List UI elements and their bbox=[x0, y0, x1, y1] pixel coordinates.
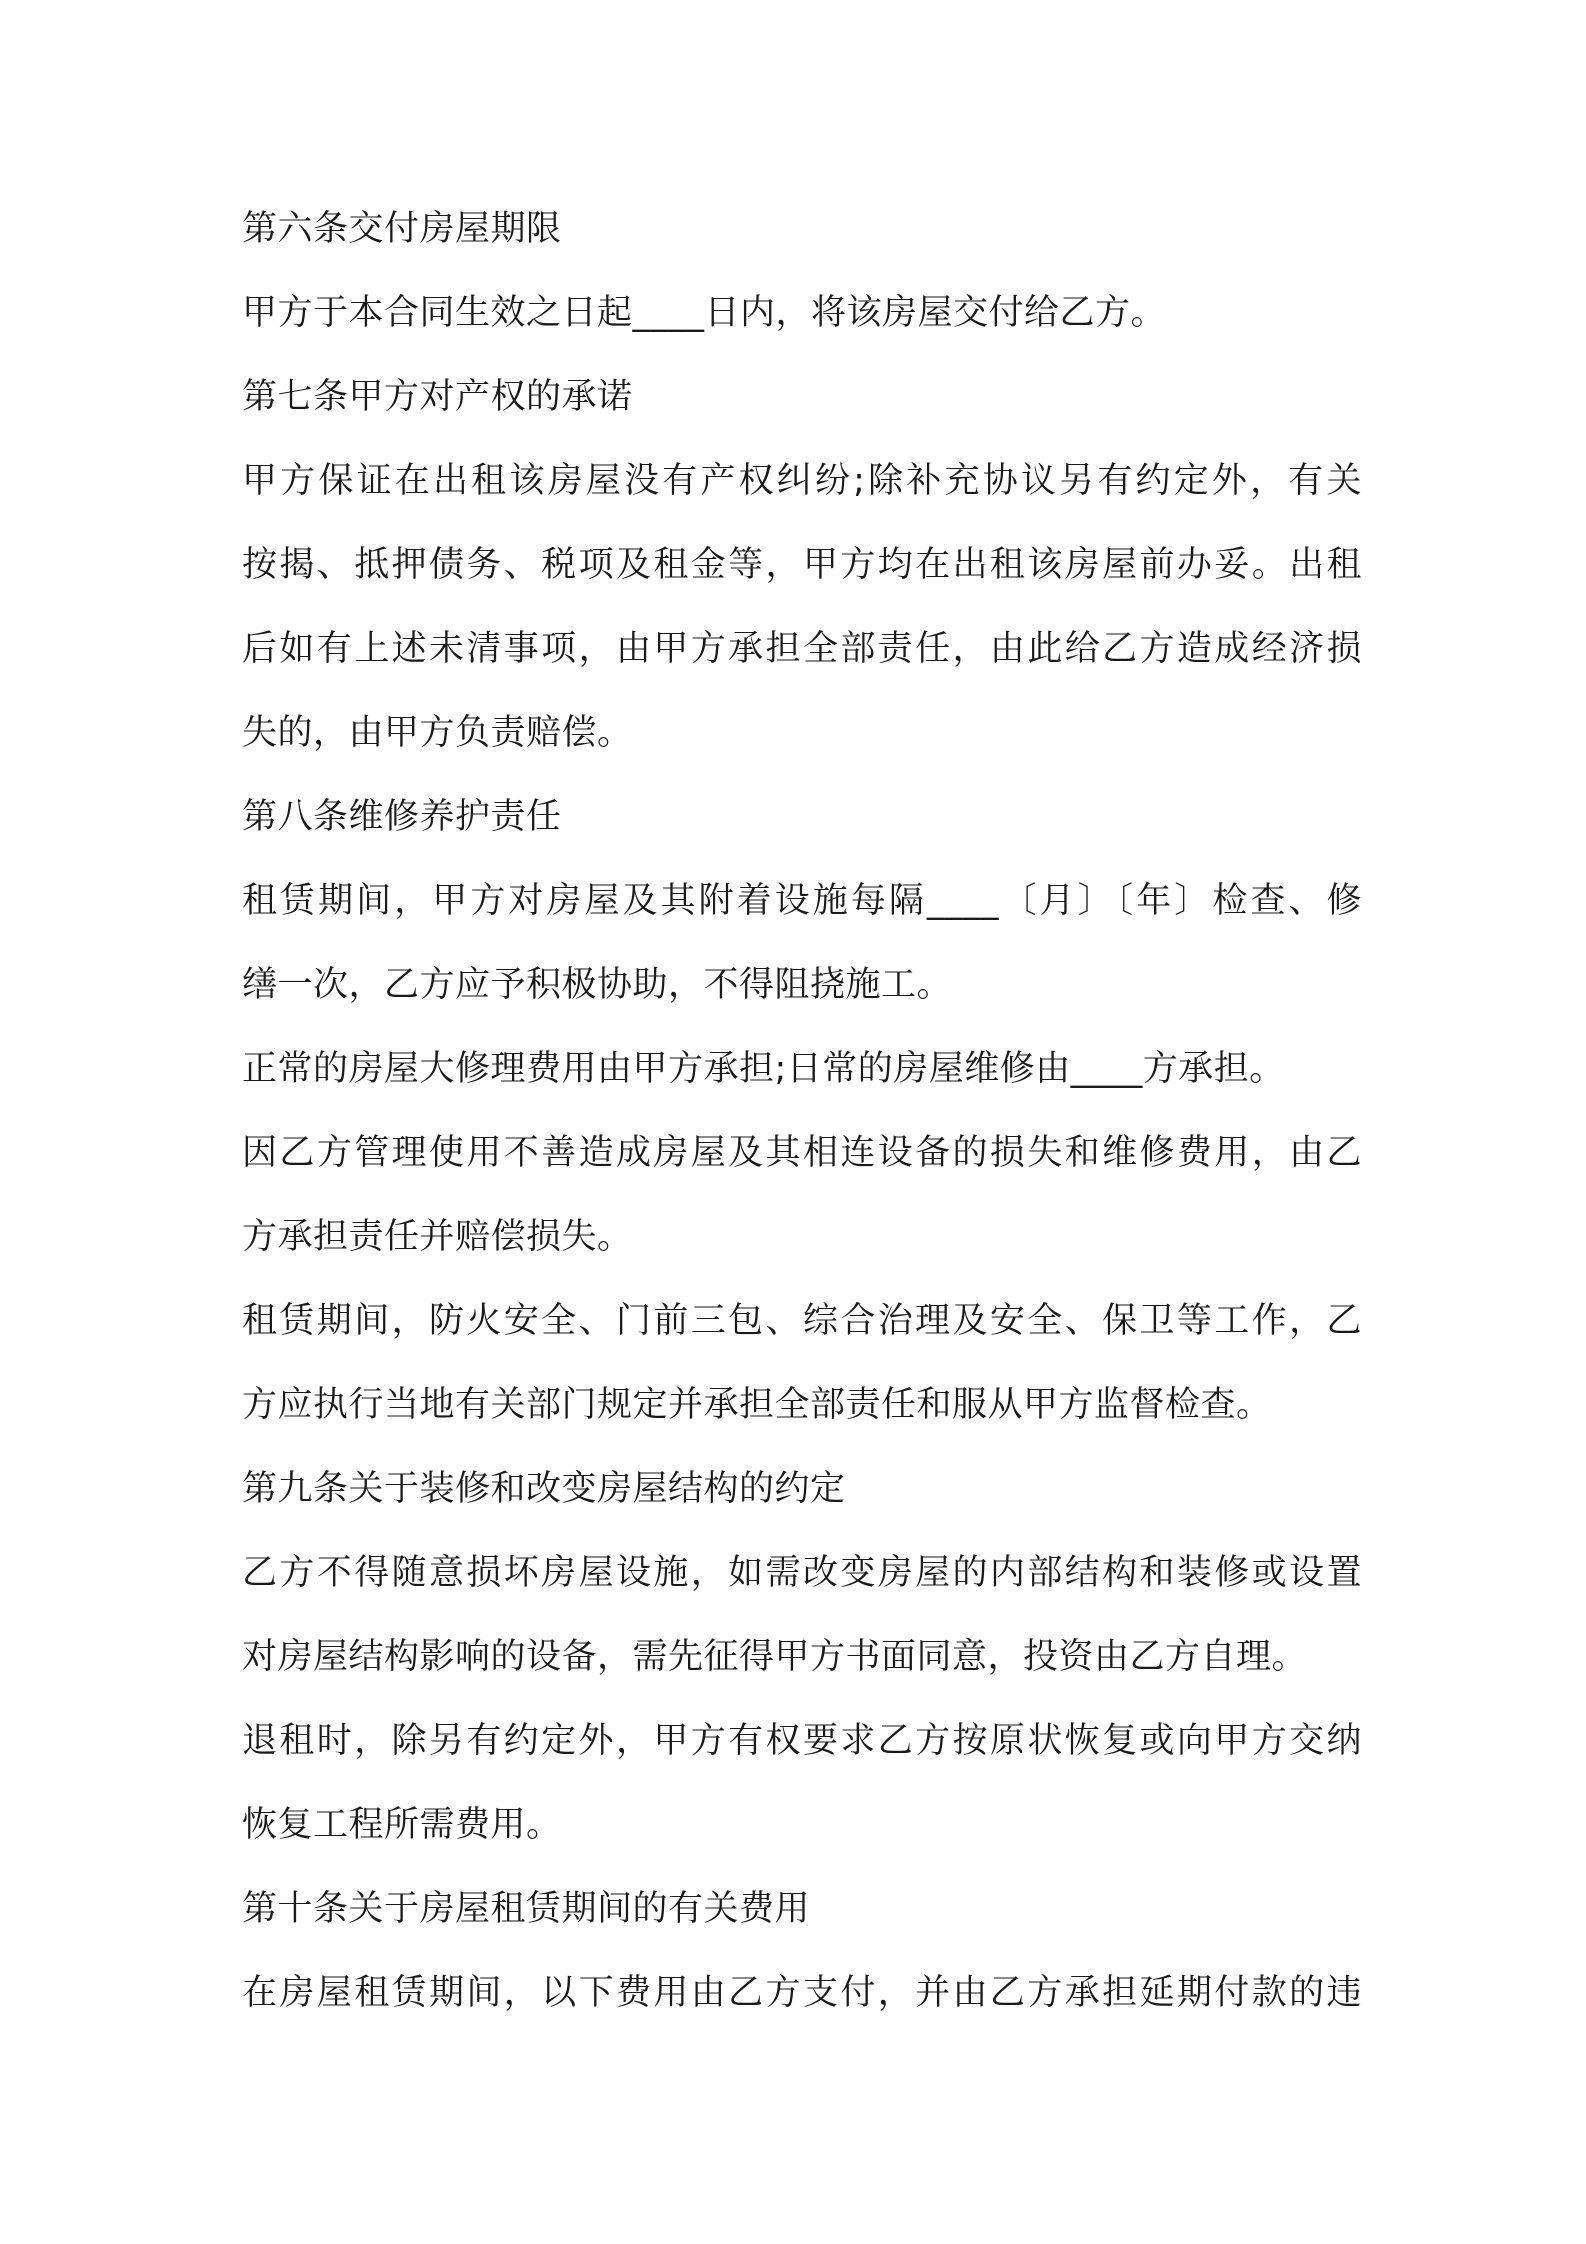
article-8-text-line-7: 方应执行当地有关部门规定并承担全部责任和服从甲方监督检查。 bbox=[242, 1385, 1272, 1425]
article-10-text-line-1: 在房屋租赁期间，以下费用由乙方支付，并由乙方承担延期付款的违 bbox=[242, 1973, 1362, 2013]
article-6-heading: 第六条交付房屋期限 bbox=[242, 209, 562, 249]
article-7-heading: 第七条甲方对产权的承诺 bbox=[242, 377, 633, 417]
article-10-heading: 第十条关于房屋租赁期间的有关费用 bbox=[242, 1889, 811, 1929]
article-8-text-line-1: 租赁期间，甲方对房屋及其附着设施每隔____〔月〕〔年〕检查、修 bbox=[242, 881, 1362, 921]
article-8-text-line-3: 正常的房屋大修理费用由甲方承担;日常的房屋维修由____方承担。 bbox=[242, 1049, 1285, 1089]
article-9-text-line-2: 对房屋结构影响的设备，需先征得甲方书面同意，投资由乙方自理。 bbox=[242, 1637, 1308, 1677]
article-7-text-line-4: 失的，由甲方负责赔偿。 bbox=[242, 713, 633, 753]
article-9-text-line-1: 乙方不得随意损坏房屋设施，如需改变房屋的内部结构和装修或设置 bbox=[242, 1553, 1362, 1593]
article-7-text-line-2: 按揭、抵押债务、税项及租金等，甲方均在出租该房屋前办妥。出租 bbox=[242, 545, 1362, 585]
article-8-text-line-6: 租赁期间，防火安全、门前三包、综合治理及安全、保卫等工作，乙 bbox=[242, 1301, 1362, 1341]
article-9-heading: 第九条关于装修和改变房屋结构的约定 bbox=[242, 1469, 846, 1509]
article-8-text-line-2: 缮一次，乙方应予积极协助，不得阻挠施工。 bbox=[242, 965, 953, 1005]
article-7-text-line-1: 甲方保证在出租该房屋没有产权纠纷;除补充协议另有约定外，有关 bbox=[242, 461, 1362, 501]
article-8-text-line-5: 方承担责任并赔偿损失。 bbox=[242, 1217, 633, 1257]
article-8-text-line-4: 因乙方管理使用不善造成房屋及其相连设备的损失和维修费用，由乙 bbox=[242, 1133, 1362, 1173]
article-8-heading: 第八条维修养护责任 bbox=[242, 797, 562, 837]
article-9-text-line-4: 恢复工程所需费用。 bbox=[242, 1805, 562, 1845]
article-9-text-line-3: 退租时，除另有约定外，甲方有权要求乙方按原状恢复或向甲方交纳 bbox=[242, 1721, 1362, 1761]
article-6-text: 甲方于本合同生效之日起____日内，将该房屋交付给乙方。 bbox=[242, 293, 1167, 333]
article-7-text-line-3: 后如有上述未清事项，由甲方承担全部责任，由此给乙方造成经济损 bbox=[242, 629, 1362, 669]
